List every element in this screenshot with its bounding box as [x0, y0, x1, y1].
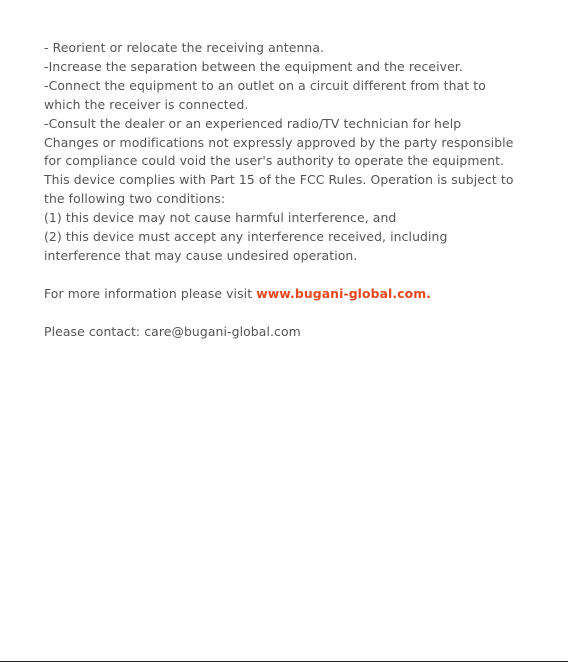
notice-line: -Connect the equipment to an outlet on a circuit different from that to	[44, 77, 486, 93]
notice-line: -Consult the dealer or an experienced radio/TV technician for help	[44, 115, 462, 131]
notice-line: -Increase the separation between the equipment and the receiver.	[44, 58, 463, 74]
more-info-line	[44, 285, 534, 304]
notice-line: Changes or modifications not expressly approved by the party responsible	[44, 134, 514, 150]
spacer	[44, 304, 534, 323]
notice-line: interference that may cause undesired operation.	[44, 247, 358, 263]
notice-line: the following two conditions:	[44, 191, 226, 207]
notice-line: which the receiver is connected.	[44, 96, 249, 112]
spacer	[44, 266, 534, 285]
notice-line: (1) this device may not cause harmful interference, and	[44, 210, 397, 226]
fcc-notice	[44, 39, 534, 341]
more-info-text: For more information please visit	[44, 285, 257, 301]
notice-line: - Reorient or relocate the receiving antenna.	[44, 40, 325, 55]
website-link[interactable]: www.bugani-global.com.	[256, 285, 432, 301]
notice-line: (2) this device must accept any interference received, including	[44, 229, 448, 245]
notice-line: for compliance could void the user's authority to operate the equipment.	[44, 153, 505, 169]
notice-line: This device complies with Part 15 of the FCC Rules. Operation is subject to	[44, 172, 514, 188]
contact-line: Please contact: care@bugani-global.com	[44, 323, 301, 339]
